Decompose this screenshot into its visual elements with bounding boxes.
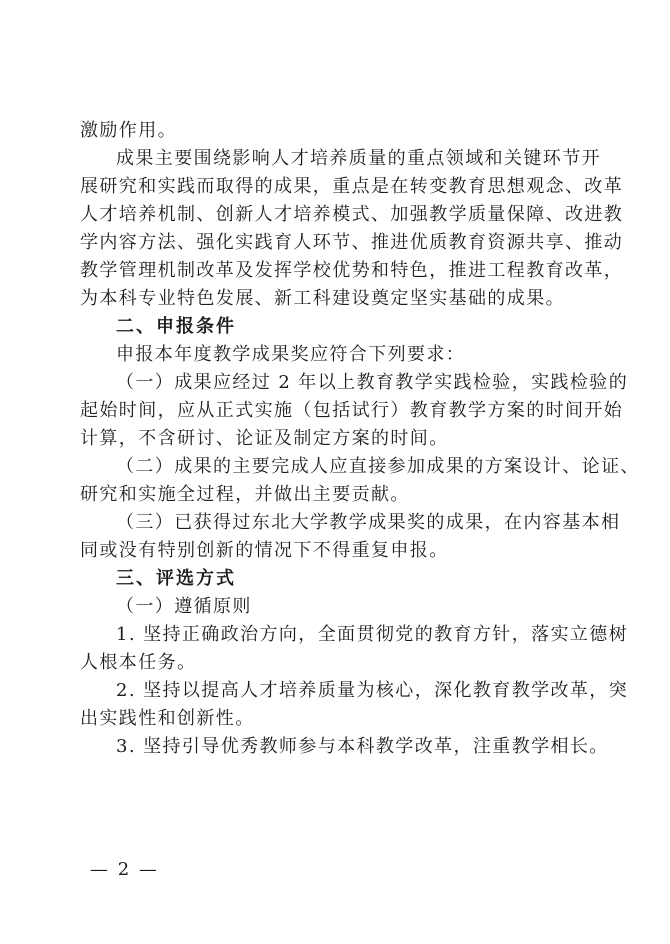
- text-line: 激励作用。: [80, 120, 177, 141]
- text-line: 教学管理机制改革及发挥学校优势和特色，推进工程教育改革，: [80, 260, 624, 281]
- text-line: 人根本任务。: [80, 652, 197, 673]
- text-line: 成果主要围绕影响人才培养质量的重点领域和关键环节开: [116, 148, 601, 169]
- text-line: 3. 坚持引导优秀教师参与本科教学改革，注重教学相长。: [116, 736, 609, 757]
- text-line: （二）成果的主要完成人应直接参加成果的方案设计、论证、: [116, 456, 640, 477]
- text-line: 为本科专业特色发展、新工科建设奠定坚实基础的成果。: [80, 288, 565, 309]
- text-line: 人才培养机制、创新人才培养模式、加强教学质量保障、改进教: [80, 204, 624, 225]
- text-line: （一）遵循原则: [116, 596, 252, 617]
- page-number: — 2 —: [90, 859, 159, 880]
- text-line: 学内容方法、强化实践育人环节、推进优质教育资源共享、推动: [80, 232, 624, 253]
- text-line: （三）已获得过东北大学教学成果奖的成果，在内容基本相: [116, 512, 621, 533]
- text-line: 2. 坚持以提高人才培养质量为核心，深化教育教学改革，突: [116, 680, 629, 701]
- text-line: 申报本年度教学成果奖应符合下列要求：: [116, 344, 466, 365]
- text-line: 1. 坚持正确政治方向，全面贯彻党的教育方针，落实立德树: [116, 624, 629, 645]
- section-heading: 二、申报条件: [116, 316, 236, 337]
- text-line: 同或没有特别创新的情况下不得重复申报。: [80, 540, 449, 561]
- text-line: （一）成果应经过 2 年以上教育教学实践检验，实践检验的: [116, 372, 629, 393]
- text-line: 起始时间，应从正式实施（包括试行）教育教学方案的时间开始: [80, 400, 624, 421]
- text-line: 展研究和实践而取得的成果，重点是在转变教育思想观念、改革: [80, 176, 624, 197]
- text-line: 计算，不含研讨、论证及制定方案的时间。: [80, 428, 449, 449]
- section-heading: 三、评选方式: [116, 568, 236, 589]
- text-line: 出实践性和创新性。: [80, 708, 255, 729]
- document-body: [80, 117, 640, 761]
- text-line: 研究和实施全过程，并做出主要贡献。: [80, 484, 410, 505]
